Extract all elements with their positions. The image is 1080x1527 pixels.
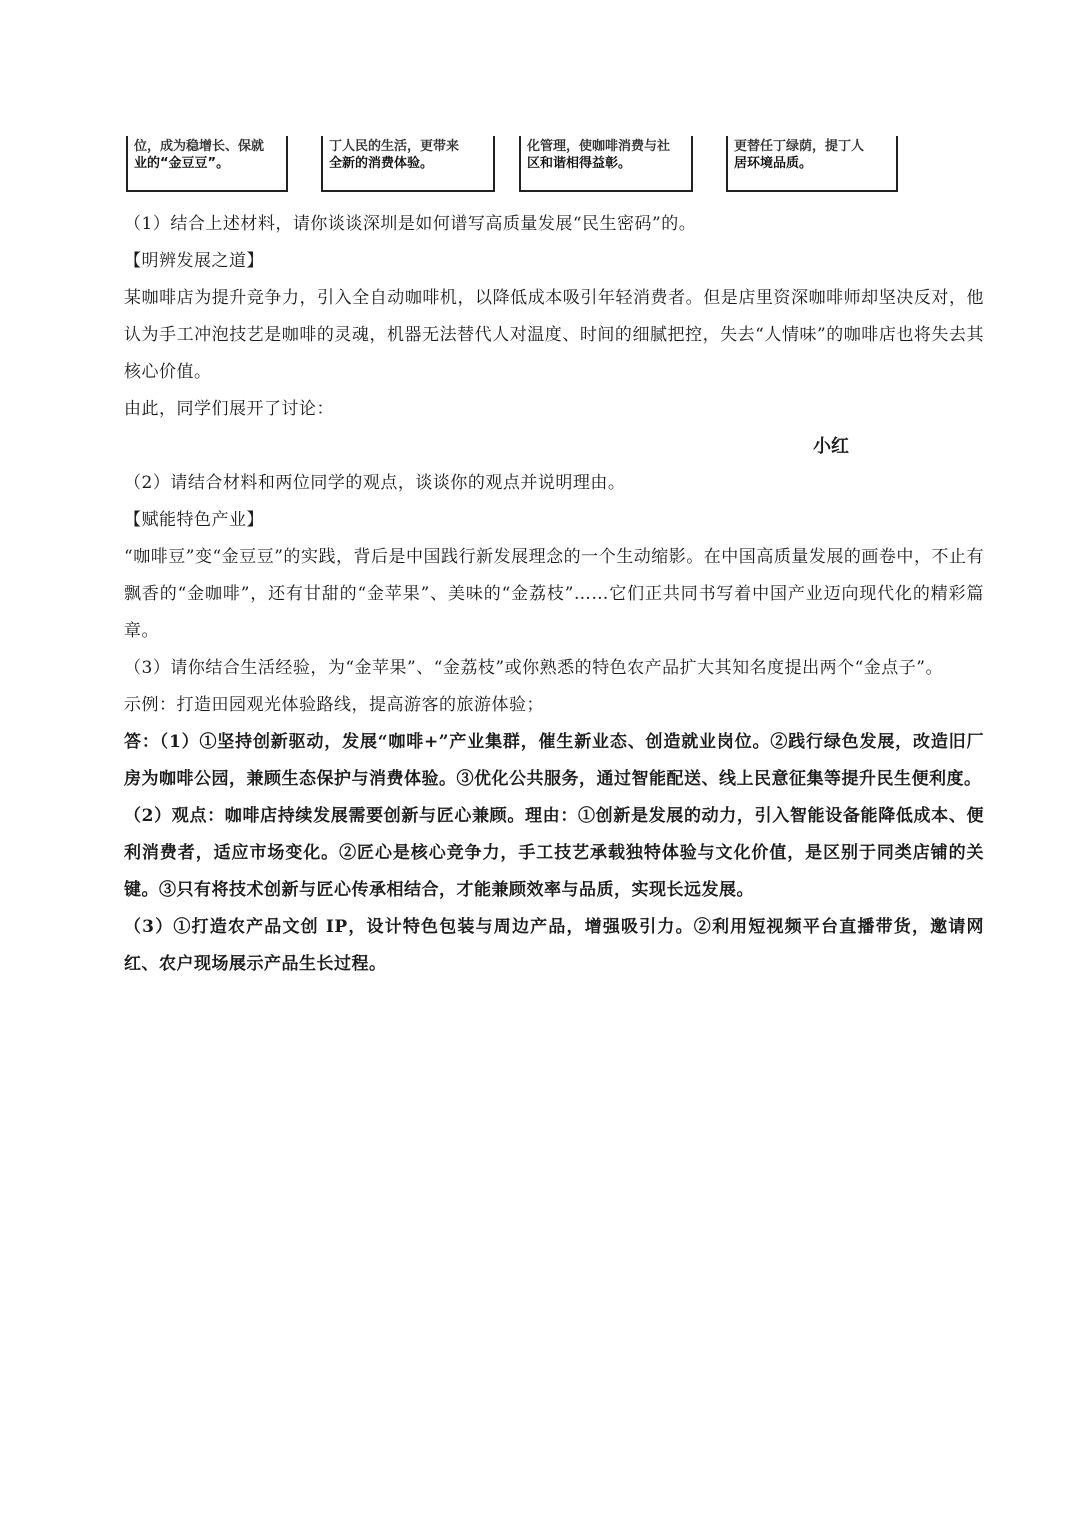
answer-2: （2）观点：咖啡店持续发展需要创新与匠心兼顾。理由：①创新是发展的动力，引入智能设备能降低成本、便利消费者，适应市场变化。②匠心是核心竞争力，手工技艺承载独特体验与文化价值，是区别于同类店铺的关键。③只有将技术创新与匠心传承相结合，才能兼顾效率与品质，实现长远发展。 <box>124 806 984 900</box>
material-box-2-line-2: 全新的消费体验。 <box>329 156 434 171</box>
material-box-2-line-1: 丁人民的生活，更带来 <box>329 139 460 154</box>
material-box-1-line-1: 位，成为稳增长、保就 <box>134 139 265 154</box>
section-title-industry: 【赋能特色产业】 <box>124 510 264 530</box>
section-title-discern: 【明辨发展之道】 <box>124 251 264 271</box>
material-box-3 <box>519 136 693 192</box>
material-box-2 <box>321 136 495 192</box>
material-box-4-line-1: 更替任丁绿荫，提丁人 <box>734 139 865 154</box>
material-box-3-line-2: 区和谐相得益彰。 <box>527 156 632 171</box>
material-box-1-line-2: 业的“金豆豆”。 <box>134 156 230 171</box>
answer-1: 答：（1）①坚持创新驱动，发展“咖啡+”产业集群，催生新业态、创造就业岗位。②践行绿色发展，改造旧厂房为咖啡公园，兼顾生态保护与消费体验。③优化公共服务，通过智能配送、线上民意征集等提升民生便利度。 <box>124 732 984 789</box>
material-box-4-line-2: 居环境品质。 <box>734 156 813 171</box>
discussion-intro: 由此，同学们展开了讨论： <box>124 399 334 419</box>
material-coffee-shop: 某咖啡店为提升竞争力，引入全自动咖啡机，以降低成本吸引年轻消费者。但是店里资深咖啡师却坚决反对，他认为手工冲泡技艺是咖啡的灵魂，机器无法替代人对温度、时间的细腻把控，失去“人情味”的咖啡店也将失去其核心价值。 <box>124 288 984 382</box>
question-3: （3）请你结合生活经验，为“金苹果”、“金荔枝”或你熟悉的特色农产品扩大其知名度提出两个“金点子”。 <box>124 658 943 678</box>
material-golden-beans: “咖啡豆”变“金豆豆”的实践，背后是中国践行新发展理念的一个生动缩影。在中国高质量发展的画卷中，不止有飘香的“金咖啡”，还有甘甜的“金苹果”、美味的“金荔枝”……它们正共同书写着中国产业迈向现代化的精彩篇章。 <box>124 547 984 641</box>
speaker-label: 小红 <box>813 436 849 457</box>
example-line: 示例：打造田园观光体验路线，提高游客的旅游体验； <box>124 695 544 715</box>
answer-3: （3）①打造农产品文创 IP，设计特色包装与周边产品，增强吸引力。②利用短视频平台直播带货，邀请网红、农户现场展示产品生长过程。 <box>124 917 984 974</box>
material-box-4 <box>726 136 898 192</box>
material-box-1 <box>126 136 288 192</box>
question-1: （1）结合上述材料，请你谈谈深圳是如何谱写高质量发展“民生密码”的。 <box>124 214 697 234</box>
document-content <box>124 206 984 983</box>
question-2: （2）请结合材料和两位同学的观点，谈谈你的观点并说明理由。 <box>124 473 626 493</box>
material-box-3-line-1: 化管理，使咖啡消费与社 <box>527 139 671 154</box>
material-boxes-strip <box>0 139 1080 196</box>
